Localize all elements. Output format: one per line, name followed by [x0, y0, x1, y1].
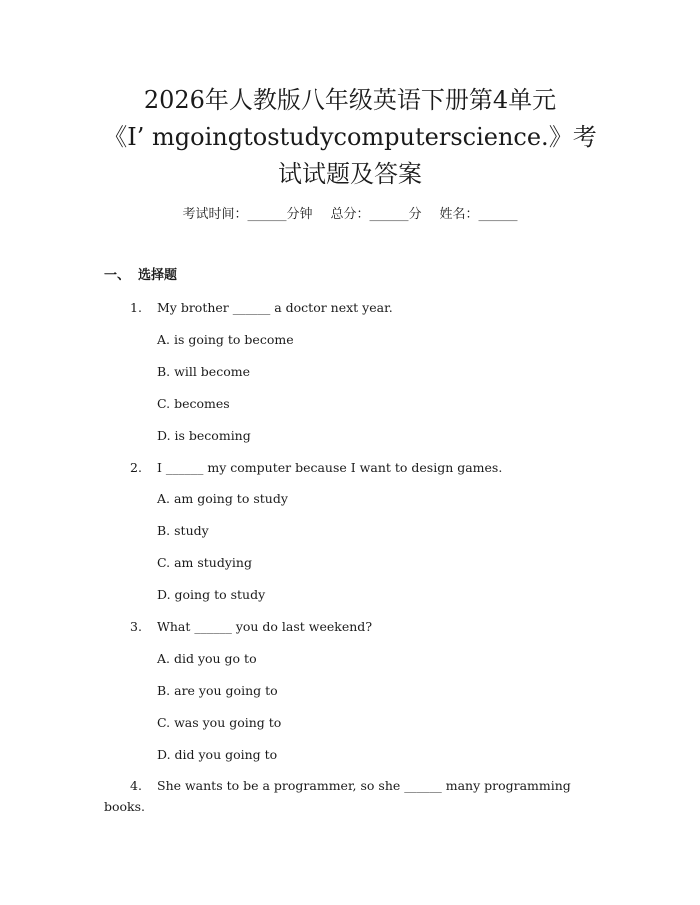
option-1c: C. becomes	[157, 396, 230, 411]
option-2d: D. going to study	[157, 587, 266, 602]
question-number: 3.	[130, 619, 142, 634]
title-line-2: 《I’ mgoingtostudycomputerscience.》考	[103, 123, 597, 151]
exam-name: 姓名：______	[439, 207, 518, 222]
question-text: What ______ you do last weekend?	[157, 619, 373, 634]
title-line-3: 试试题及答案	[278, 160, 422, 188]
option-1d: D. is becoming	[157, 428, 251, 443]
title-line-1: 2026年人教版八年级英语下册第4单元	[143, 86, 557, 114]
section-number: 一、	[104, 268, 131, 283]
option-3c: C. was you going to	[157, 715, 282, 730]
question-number: 4.	[130, 778, 142, 793]
option-1b: B. will become	[157, 364, 250, 379]
option-1a: A. is going to become	[157, 332, 294, 347]
question-1	[130, 298, 393, 318]
section-title: 选择题	[138, 268, 178, 283]
option-3b: B. are you going to	[157, 683, 278, 698]
question-number: 1.	[130, 300, 142, 315]
question-text: She wants to be a programmer, so she ______ many programming	[157, 778, 571, 793]
question-number: 2.	[130, 460, 142, 475]
exam-meta	[0, 205, 700, 225]
exam-score: 总分：______分	[330, 207, 422, 222]
option-2b: B. study	[157, 523, 209, 538]
option-2c: C. am studying	[157, 555, 252, 570]
section-heading	[104, 266, 177, 286]
exam-time: 考试时间：______分钟	[182, 207, 313, 222]
option-3a: A. did you go to	[157, 651, 257, 666]
question-4-continuation: books.	[104, 799, 146, 814]
question-4	[130, 776, 580, 796]
option-3d: D. did you going to	[157, 747, 278, 762]
question-2	[130, 458, 502, 478]
question-3	[130, 617, 372, 637]
question-text: My brother ______ a doctor next year.	[157, 300, 393, 315]
question-text: I ______ my computer because I want to design games.	[157, 460, 503, 475]
option-2a: A. am going to study	[157, 491, 288, 506]
